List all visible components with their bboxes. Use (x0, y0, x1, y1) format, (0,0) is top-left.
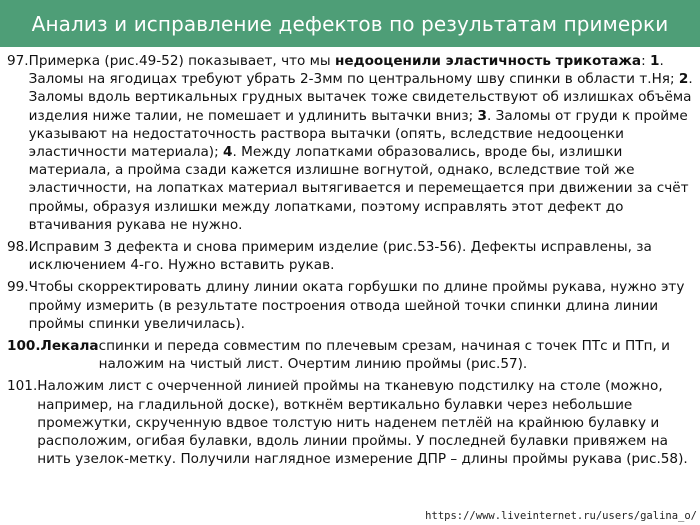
list-item-101 (7, 377, 695, 468)
item-text: Чтобы скорректировать длину линии оката горбушки по длине проймы рукава, нужно эту пройму измерить (в результате построения отвода шейной точки спинки длина линии проймы спинки увеличилась). (28, 279, 685, 332)
watermark-url: https://www.liveinternet.ru/users/galina_o/ (425, 510, 697, 522)
item-text: Примерка (рис.49-52) показывает, что мы недооценили эластичность трикотажа: 1. Заломы на ягодицах требуют убрать 2-3мм по центральному шву спинки в области т.Ня; 2. Заломы вдоль вертикальных грудных вытачек тоже свидетельствуют об излишках объёма изделия ниже талии, не помешает и удлинить вытачки вниз; 3. Заломы от груди к пройме указывают на недостаточность раствора вытачки (опять, вследствие недооценки эластичности материала); 4. Между лопатками образовались, вроде бы, излишки материала, а пройма сзади кажется излишне вогнутой, однако, вследствие той же эластичности, на лопатках материал вытягивается и перемещается при движении за счёт проймы, образуя излишки между лопатками, поэтому исправлять этот дефект до втачивания рукава не нужно. (28, 53, 693, 233)
item-text: Исправим 3 дефекта и снова примерим изделие (рис.53-56). Дефекты исправлены, за исключением 4-го. Нужно вставить рукав. (28, 239, 652, 274)
list-item-97 (7, 52, 695, 234)
item-text: спинки и переда совместим по плечевым срезам, начиная с точек ПТс и ПТп, и наложим на чистый лист. Очертим линию проймы (рис.57). (98, 338, 670, 373)
point-number: 3 (477, 107, 487, 124)
point-number: 2 (678, 71, 689, 88)
list-item-99 (7, 278, 695, 333)
title-bar (0, 0, 700, 47)
page-title: Анализ и исправление дефектов по результатам примерки (31, 11, 669, 36)
point-number: 1 (650, 53, 660, 69)
item-number: 101. (7, 378, 38, 395)
item-number: 100.Лекала (7, 338, 99, 355)
item-number: 98. (7, 239, 29, 256)
content-area (7, 52, 695, 472)
emphasis-text: недооценили эластичность трикотажа (334, 53, 642, 69)
item-number: 99. (7, 279, 29, 296)
list-item-98 (7, 238, 695, 274)
list-item-100 (7, 337, 695, 373)
point-number: 4 (223, 144, 233, 161)
item-number: 97. (7, 53, 29, 69)
item-text: Наложим лист с очерченной линией проймы на тканевую подстилку на столе (можно, например, на гладильной доске), воткнём вертикально булавки через небольшие промежутки, скрученную вдвое толстую нить наденем петлёй на крайнюю булавку и расположим, огибая булавки, вдоль линии проймы. У последней булавки привяжем на нить узелок-метку. Получили наглядное измерение ДПР – длины проймы рукава (рис.58). (37, 378, 688, 468)
